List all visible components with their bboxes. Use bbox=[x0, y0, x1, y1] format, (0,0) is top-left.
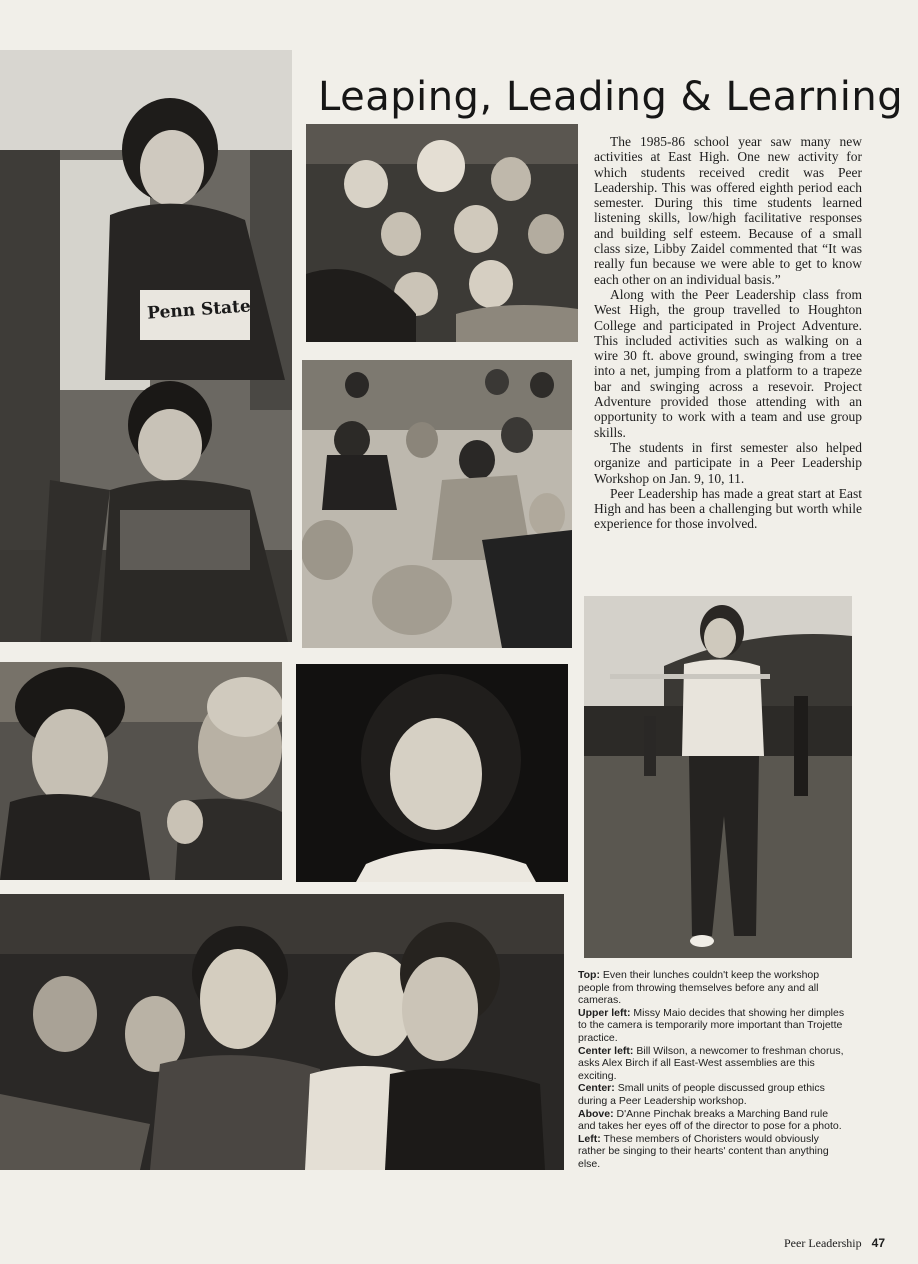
sweater-lettering: Penn State bbox=[146, 296, 252, 324]
caption-label: Top: bbox=[578, 969, 600, 981]
caption-label: Center: bbox=[578, 1082, 615, 1095]
caption-text: These members of Choristers would obviously rather be singing to their hearts' content than anything else. bbox=[578, 1132, 829, 1170]
caption-above bbox=[578, 1108, 846, 1133]
article-paragraph: The students in first semester also helped organize and participate in a Peer Leadership Workshop on Jan. 9, 10, 11. bbox=[594, 439, 862, 486]
caption-label: Above: bbox=[578, 1107, 614, 1120]
caption-label: Upper left: bbox=[578, 1006, 631, 1019]
caption-text: Small units of people discussed group ethics during a Peer Leadership workshop. bbox=[578, 1082, 825, 1107]
photo-center-workshop bbox=[302, 360, 572, 648]
caption-left bbox=[578, 1133, 846, 1171]
article-body bbox=[594, 134, 862, 532]
photo-top-group bbox=[306, 124, 578, 342]
page-footer bbox=[784, 1236, 885, 1251]
article-paragraph: Peer Leadership has made a great start at East High and has been a challenging but worth while experience for those involved. bbox=[594, 485, 862, 532]
photo-center-left-chorus bbox=[0, 662, 282, 880]
caption-upper-left bbox=[578, 1007, 846, 1045]
photo-upper-left bbox=[0, 50, 292, 642]
article-paragraph: The 1985-86 school year saw many new activities at East High. One new activity for which students received credit was Peer Leadership. This was offered eighth period each semester. During this time students learned listening skills, low/high facilitative responses and building self esteem. Because of a small class size, Libby Zaidel commented that “It was really fun because we were able to get to know each other on an individual basis.” bbox=[594, 134, 862, 287]
photo-smiling-girl bbox=[296, 664, 568, 882]
caption-text: Bill Wilson, a newcomer to freshman chorus, asks Alex Birch if all East-West assemblies are this exciting. bbox=[578, 1044, 844, 1082]
photo-marching-band bbox=[584, 596, 852, 958]
caption-text: D'Anne Pinchak breaks a Marching Band rule and takes her eyes off of the director to pose for a photo. bbox=[578, 1107, 842, 1133]
caption-center-left bbox=[578, 1045, 846, 1083]
article-paragraph: Along with the Peer Leadership class from West High, the group travelled to Houghton College and participated in Project Adventure. This included activities such as walking on a wire 30 ft. above ground, swinging from a tree into a net, jumping from a platform to a trapeze bar and swinging across a resevoir. Project Adventure provided those attending with an opportunity to work with a team and use group skills. bbox=[594, 286, 862, 440]
caption-text: Missy Maio decides that showing her dimples to the camera is temporarily more important than Trojette practice. bbox=[578, 1006, 845, 1044]
photo-captions bbox=[578, 969, 846, 1171]
page-title: Leaping, Leading & Learning bbox=[318, 74, 904, 120]
photo-left-choristers bbox=[0, 894, 564, 1170]
caption-top bbox=[578, 969, 846, 1007]
caption-label: Center left: bbox=[578, 1044, 634, 1057]
caption-text: Even their lunches couldn't keep the workshop people from throwing themselves before any and all cameras. bbox=[578, 969, 820, 1007]
footer-section: Peer Leadership bbox=[784, 1236, 862, 1250]
page-number: 47 bbox=[871, 1236, 885, 1250]
caption-label: Left: bbox=[578, 1132, 601, 1145]
caption-center bbox=[578, 1082, 846, 1107]
